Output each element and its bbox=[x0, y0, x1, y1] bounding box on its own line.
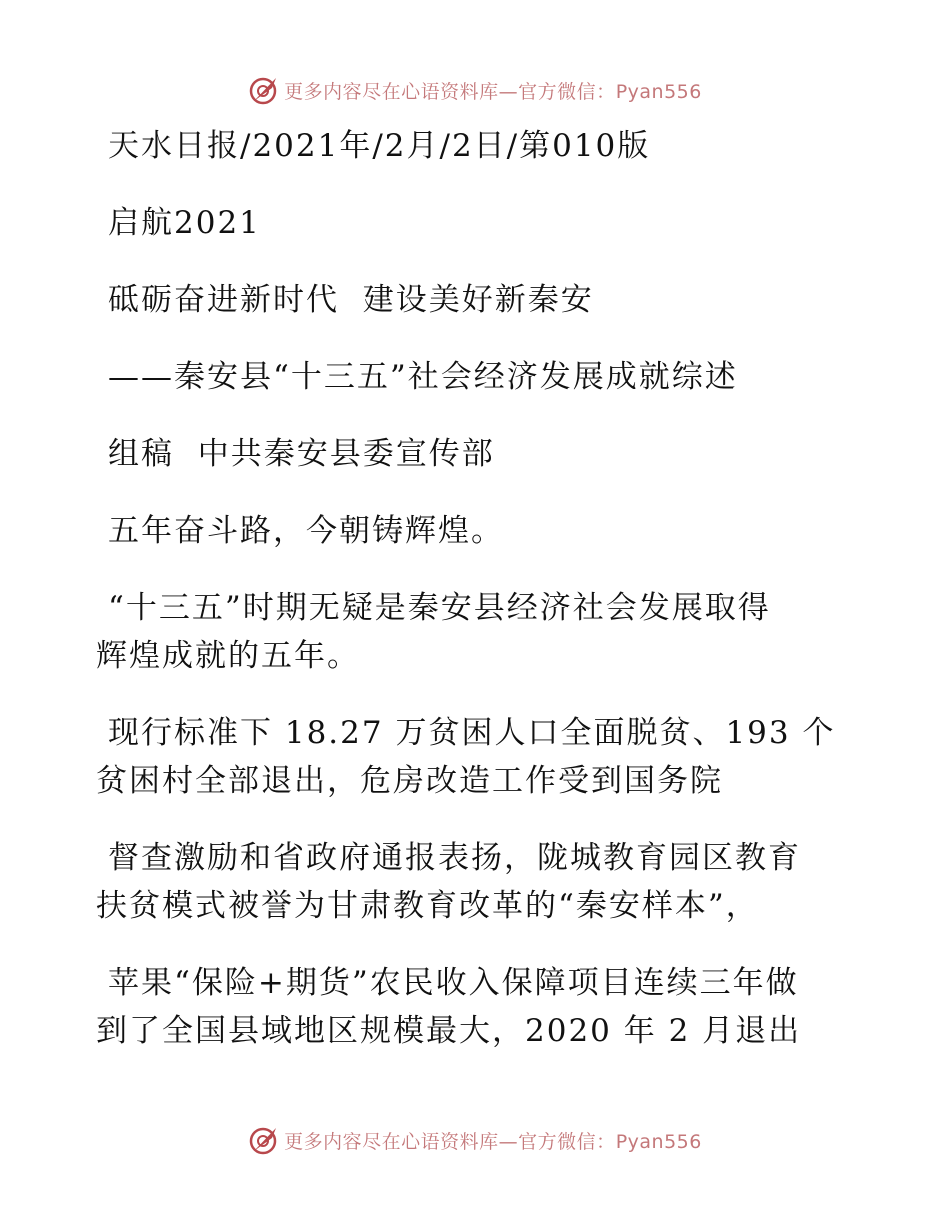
watermark-text: 更多内容尽在心语资料库—官方微信：Pyan556 bbox=[284, 80, 702, 103]
paragraph-line: 现行标准下 18.27 万贫困人口全面脱贫、193 个 bbox=[108, 715, 836, 751]
paragraph-4 bbox=[96, 959, 856, 1055]
byline: 组稿 中共秦安县委宣传部 bbox=[108, 436, 495, 472]
watermark-header bbox=[0, 70, 950, 110]
column-name: 启航2021 bbox=[108, 205, 261, 241]
paragraph-2 bbox=[96, 709, 856, 805]
article-body bbox=[96, 122, 856, 1055]
paragraph-1 bbox=[96, 584, 856, 680]
paragraph-line: 辉煌成就的五年。 bbox=[96, 638, 360, 674]
paragraph-3 bbox=[96, 834, 856, 930]
quill-logo-icon bbox=[248, 1124, 280, 1156]
paragraph-line: 督查激励和省政府通报表扬，陇城教育园区教育 bbox=[108, 840, 801, 876]
watermark-text: 更多内容尽在心语资料库—官方微信：Pyan556 bbox=[284, 1130, 702, 1153]
paragraph-line: “十三五”时期无疑是秦安县经济社会发展取得 bbox=[108, 590, 771, 626]
paragraph-line: 扶贫模式被誉为甘肃教育改革的“秦安样本”， bbox=[96, 888, 759, 924]
paragraph-line: 贫困村全部退出，危房改造工作受到国务院 bbox=[96, 763, 723, 799]
watermark-footer bbox=[0, 1120, 950, 1160]
lead-sentence: 五年奋斗路，今朝铸辉煌。 bbox=[108, 513, 504, 549]
source-line: 天水日报/2021年/2月/2日/第010版 bbox=[108, 128, 651, 164]
quill-logo-icon bbox=[248, 74, 280, 106]
subheadline: ——秦安县“十三五”社会经济发展成就综述 bbox=[108, 359, 738, 395]
headline: 砥砺奋进新时代 建设美好新秦安 bbox=[108, 282, 594, 318]
paragraph-line: 到了全国县域地区规模最大，2020 年 2 月退出 bbox=[96, 1013, 802, 1049]
paragraph-line: 苹果“保险+期货”农民收入保障项目连续三年做 bbox=[108, 965, 799, 1001]
